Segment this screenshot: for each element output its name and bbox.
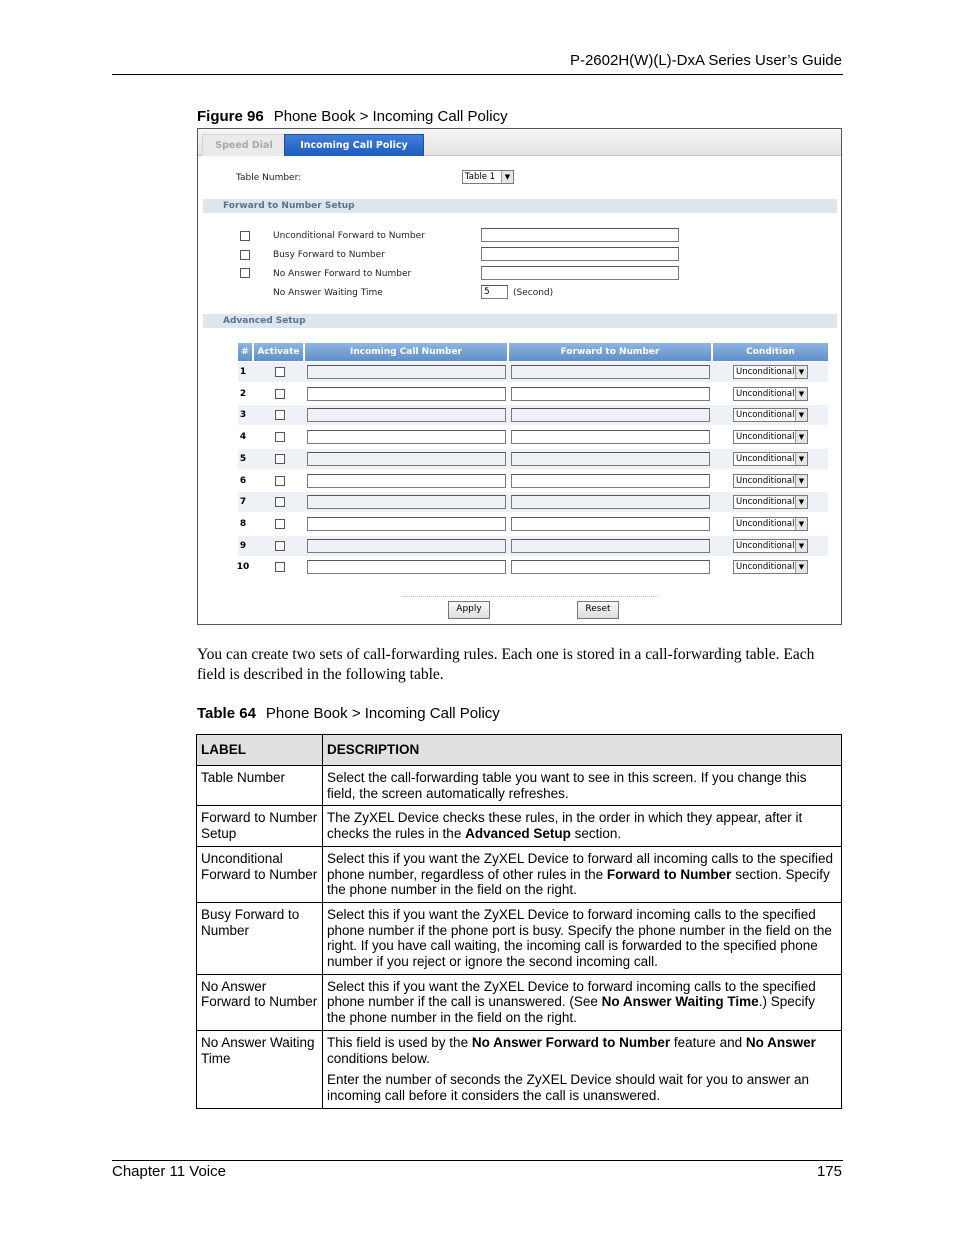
tab-bar (198, 129, 841, 156)
table-row (197, 1030, 842, 1108)
figure-label: Figure 96 (197, 108, 264, 125)
no-answer-forward-label: No Answer Forward to Number (273, 269, 412, 279)
reset-button[interactable]: Reset (577, 601, 619, 619)
desc-text: section. (570, 826, 622, 842)
row-number: 8 (239, 518, 247, 529)
no-answer-forward-checkbox[interactable] (240, 268, 250, 278)
description-column-header: DESCRIPTION (323, 735, 842, 766)
activate-checkbox[interactable] (275, 432, 285, 442)
col-header-number: # (238, 343, 252, 361)
figure-caption (197, 108, 508, 125)
apply-button[interactable]: Apply (448, 601, 490, 619)
condition-value: Unconditional (736, 410, 795, 421)
chevron-down-icon: ▼ (501, 171, 513, 183)
table-caption (197, 705, 500, 722)
condition-select[interactable] (733, 495, 808, 509)
chevron-down-icon: ▼ (795, 409, 807, 421)
incoming-call-number-input[interactable] (307, 560, 506, 574)
busy-forward-label: Busy Forward to Number (273, 250, 385, 260)
forward-to-number-input[interactable] (511, 539, 710, 553)
row-description: Select this if you want the ZyXEL Device to forward incoming calls to the specified phone number if the phone port is busy. Specify the phone number in the field on the right. If you have call waiting, the incoming call is forwarded to the specified phone number if you reject or ignore the second incoming call. (323, 902, 842, 974)
row-label: Unconditional Forward to Number (197, 846, 323, 902)
table-row (197, 806, 842, 846)
row-label: Busy Forward to Number (197, 902, 323, 974)
row-number: 7 (239, 497, 247, 508)
chevron-down-icon: ▼ (795, 496, 807, 508)
desc-text: .) Specify the phone number in the field on the right. (327, 994, 815, 1026)
desc-bold: No Answer (745, 1034, 816, 1050)
row-description (323, 974, 842, 1030)
condition-value: Unconditional (736, 518, 795, 529)
tab-incoming-call-policy[interactable]: Incoming Call Policy (284, 134, 424, 156)
condition-value: Unconditional (736, 497, 795, 508)
waiting-time-input[interactable]: 5 (481, 285, 508, 299)
condition-select[interactable] (733, 560, 808, 574)
table-number-value: Table 1 (465, 172, 496, 182)
condition-value: Unconditional (736, 453, 795, 464)
forward-to-number-input[interactable] (511, 495, 710, 509)
col-header-forward-to-number: Forward to Number (509, 343, 711, 361)
busy-forward-checkbox[interactable] (240, 250, 250, 260)
activate-checkbox[interactable] (275, 454, 285, 464)
busy-forward-input[interactable] (481, 247, 679, 261)
desc-text: feature and (670, 1034, 746, 1050)
condition-select[interactable] (733, 365, 808, 379)
table-row (197, 974, 842, 1030)
description-table (196, 734, 842, 1109)
intro-paragraph: You can create two sets of call-forwarding rules. Each one is stored in a call-forwarding table. Each field is described in the following table. (197, 646, 815, 683)
running-header: P-2602H(W)(L)-DxA Series User’s Guide (569, 52, 842, 69)
chevron-down-icon: ▼ (795, 540, 807, 552)
desc-text: Select this if you want the ZyXEL Device to forward all incoming calls to the specified phone number, regardless of other rules in the (327, 850, 833, 882)
row-label: Forward to Number Setup (197, 806, 323, 846)
table-label: Table 64 (197, 705, 256, 722)
table-row (197, 766, 842, 806)
unconditional-forward-input[interactable] (481, 228, 679, 242)
activate-checkbox[interactable] (275, 497, 285, 507)
activate-checkbox[interactable] (275, 389, 285, 399)
activate-checkbox[interactable] (275, 562, 285, 572)
forward-to-number-input[interactable] (511, 517, 710, 531)
desc-text: This field is used by the (327, 1034, 472, 1050)
condition-value: Unconditional (736, 562, 795, 573)
incoming-call-number-input[interactable] (307, 495, 506, 509)
forward-to-number-input[interactable] (511, 452, 710, 466)
forward-to-number-input[interactable] (511, 387, 710, 401)
condition-select[interactable] (733, 430, 808, 444)
row-description (323, 1030, 842, 1108)
chevron-down-icon: ▼ (795, 518, 807, 530)
condition-select[interactable] (733, 452, 808, 466)
desc-bold: Forward to Number (606, 866, 732, 882)
chevron-down-icon: ▼ (795, 388, 807, 400)
row-label: Table Number (197, 766, 323, 806)
table-number-select[interactable] (462, 170, 514, 184)
table-row (197, 902, 842, 974)
row-number: 5 (239, 453, 247, 464)
no-answer-waiting-time-label: No Answer Waiting Time (273, 288, 383, 298)
condition-value: Unconditional (736, 475, 795, 486)
col-header-condition: Condition (713, 343, 828, 361)
desc-text: The ZyXEL Device checks these rules, in the order in which they appear, after it checks the rules in the (327, 810, 803, 842)
label-column-header: LABEL (197, 735, 323, 766)
desc-text: conditions below. (327, 1050, 430, 1066)
chevron-down-icon: ▼ (795, 561, 807, 573)
condition-value: Unconditional (736, 367, 795, 377)
footer-rule (112, 1160, 843, 1161)
condition-value: Unconditional (736, 540, 795, 551)
desc-text: Select this if you want the ZyXEL Device to forward incoming calls to the specified phone number if the call is unanswered. (See (327, 978, 816, 1010)
condition-value: Unconditional (736, 432, 795, 443)
waiting-time-unit: (Second) (513, 288, 554, 298)
table-row (197, 846, 842, 902)
desc-bold: No Answer Waiting Time (601, 994, 759, 1010)
desc-bold: No Answer Forward to Number (471, 1034, 671, 1050)
condition-select[interactable] (733, 408, 808, 422)
forward-to-number-input[interactable] (511, 365, 710, 379)
incoming-call-number-input[interactable] (307, 517, 506, 531)
unconditional-forward-checkbox[interactable] (240, 231, 250, 241)
condition-value: Unconditional (736, 388, 795, 399)
condition-select[interactable] (733, 517, 808, 531)
tab-speed-dial[interactable]: Speed Dial (202, 134, 286, 156)
footer-chapter: Chapter 11 Voice (112, 1163, 226, 1180)
row-description: Select the call-forwarding table you want to see in this screen. If you change this field, the screen automatically refreshes. (323, 766, 842, 806)
col-header-activate: Activate (254, 343, 303, 361)
row-number: 9 (239, 540, 247, 551)
incoming-call-number-input[interactable] (307, 539, 506, 553)
divider (403, 596, 658, 597)
no-answer-forward-input[interactable] (481, 266, 679, 280)
row-number: 4 (239, 432, 247, 443)
chevron-down-icon: ▼ (795, 431, 807, 443)
row-number: 6 (239, 475, 247, 486)
activate-checkbox[interactable] (275, 476, 285, 486)
forward-to-number-input[interactable] (511, 474, 710, 488)
table-number-label: Table Number: (236, 173, 302, 183)
row-description (323, 806, 842, 846)
figure-title: Phone Book > Incoming Call Policy (273, 108, 508, 125)
section-advanced-setup: Advanced Setup (203, 314, 837, 328)
header-rule (112, 74, 843, 75)
activate-checkbox[interactable] (275, 519, 285, 529)
condition-select[interactable] (733, 474, 808, 488)
table-header-row (197, 735, 842, 766)
activate-checkbox[interactable] (275, 367, 285, 377)
row-label: No Answer Forward to Number (197, 974, 323, 1030)
row-label: No Answer Waiting Time (197, 1030, 323, 1108)
row-number: 2 (239, 388, 247, 399)
forward-to-number-input[interactable] (511, 408, 710, 422)
col-header-incoming-call-number: Incoming Call Number (305, 343, 507, 361)
row-description (323, 846, 842, 902)
page-number: 175 (816, 1163, 842, 1180)
condition-select[interactable] (733, 539, 808, 553)
incoming-call-number-input[interactable] (307, 430, 506, 444)
forward-to-number-input[interactable] (511, 560, 710, 574)
desc-paragraph: Enter the number of seconds the ZyXEL Device should wait for you to answer an incoming call before it considers the call is unanswered. (327, 1072, 810, 1103)
incoming-call-number-input[interactable] (307, 365, 506, 379)
desc-bold: Advanced Setup (465, 826, 571, 842)
activate-checkbox[interactable] (275, 410, 285, 420)
screenshot-frame (197, 128, 842, 625)
chevron-down-icon: ▼ (795, 453, 807, 465)
incoming-call-number-input[interactable] (307, 408, 506, 422)
chevron-down-icon: ▼ (795, 366, 807, 378)
incoming-call-number-input[interactable] (307, 474, 506, 488)
section-forward-to-number: Forward to Number Setup (203, 199, 837, 213)
table-title: Phone Book > Incoming Call Policy (265, 705, 500, 722)
activate-checkbox[interactable] (275, 541, 285, 551)
forward-to-number-input[interactable] (511, 430, 710, 444)
row-number: 10 (236, 562, 250, 573)
condition-select[interactable] (733, 387, 808, 401)
desc-paragraph (327, 1035, 837, 1066)
desc-text: section. Specify the phone number in the field on the right. (327, 866, 830, 898)
incoming-call-number-input[interactable] (307, 387, 506, 401)
chevron-down-icon: ▼ (795, 475, 807, 487)
unconditional-forward-label: Unconditional Forward to Number (273, 231, 425, 241)
incoming-call-number-input[interactable] (307, 452, 506, 466)
row-number: 3 (239, 410, 247, 421)
row-number: 1 (239, 367, 247, 377)
